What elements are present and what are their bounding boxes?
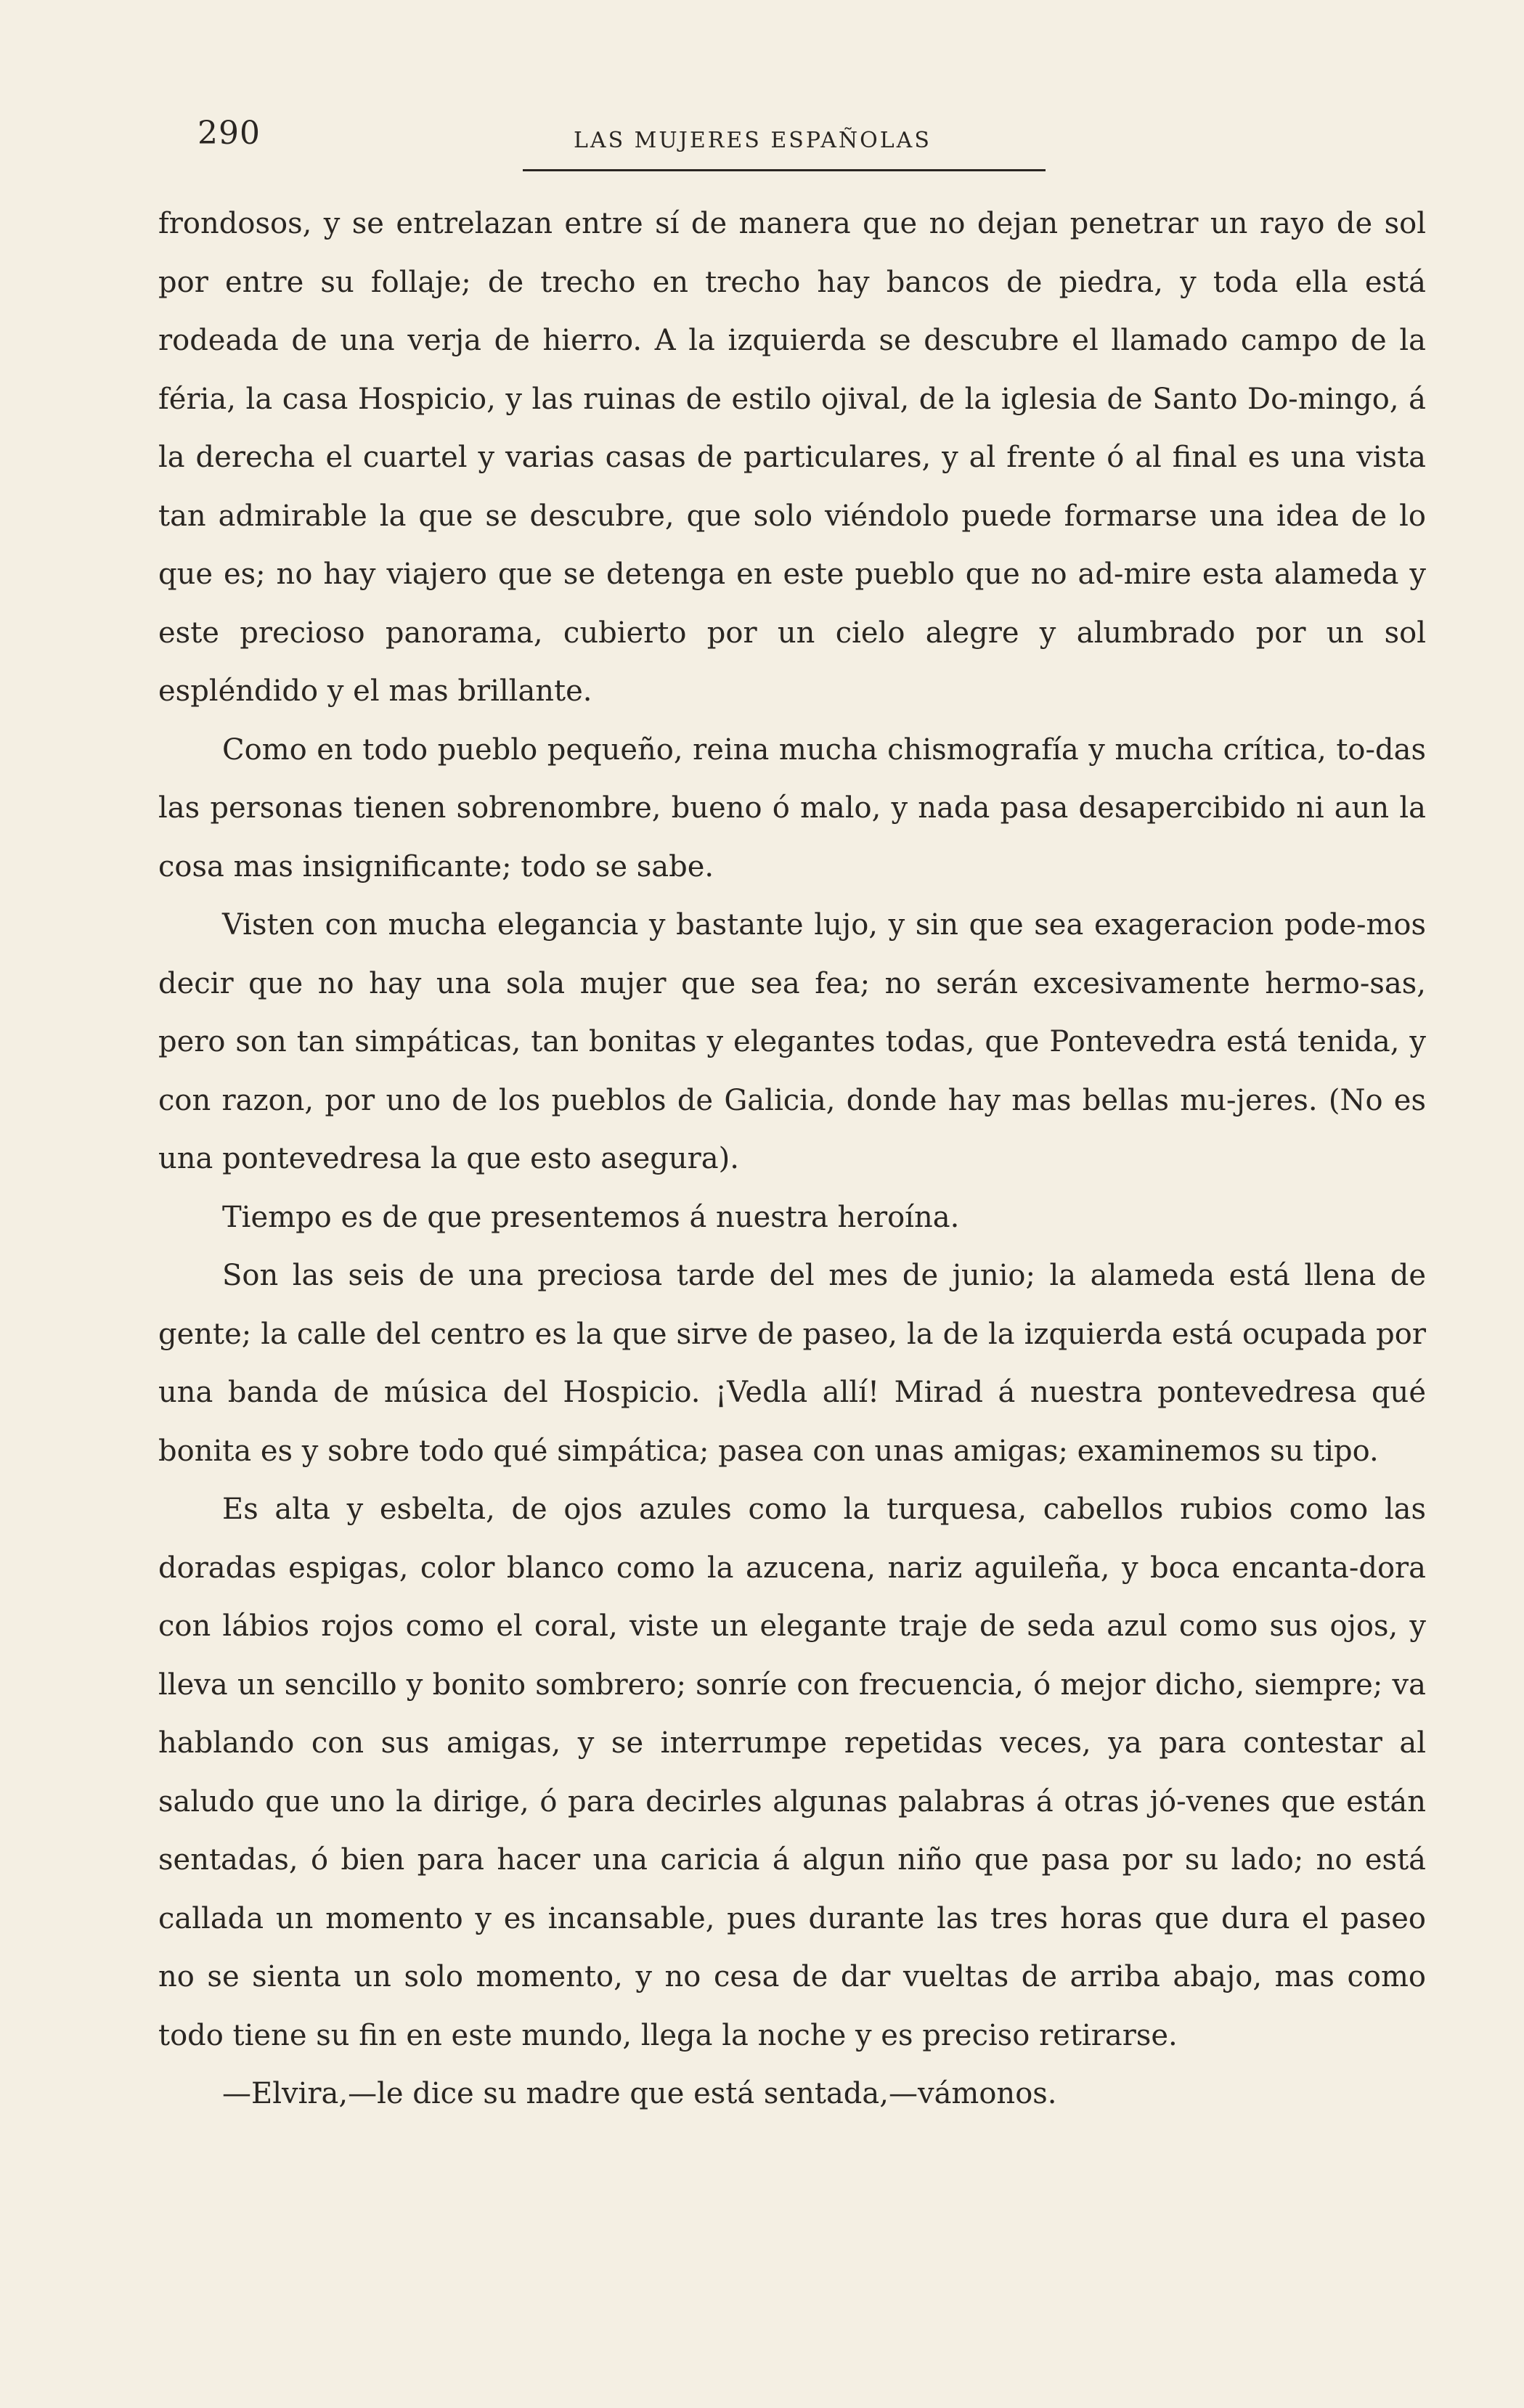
body-text bbox=[158, 195, 1426, 2123]
header-rule bbox=[523, 169, 1046, 171]
page-number: 290 bbox=[197, 115, 261, 152]
paragraph-5: Son las seis de una preciosa tarde del mes de junio; la alameda está llena de gente; la calle del centro es la que sirve de paseo, la de la izquierda está ocupada por una banda de música del Hospicio. ¡Vedla allí! Mirad á nuestra pontevedresa qué bonita es y sobre todo qué simpática; pasea con unas amigas; examinemos su tipo. bbox=[158, 1259, 1426, 1468]
paragraph-2: Como en todo pueblo pequeño, reina mucha chismografía y mucha crítica, to-das las personas tienen sobrenombre, bueno ó malo, y nada pasa desapercibido ni aun la cosa mas insignificante; todo se sabe. bbox=[158, 732, 1426, 883]
paragraph-1: frondosos, y se entrelazan entre sí de manera que no dejan penetrar un rayo de sol por entre su follaje; de trecho en trecho hay bancos de piedra, y toda ella está rodeada de una verja de hierro. A la izquierda se descubre el llamado campo de la féria, la casa Hospicio, y las ruinas de estilo ojival, de la iglesia de Santo Do-mingo, á la derecha el cuartel y varias casas de particulares, y al frente ó al final es una vista tan admirable la que se descubre, que solo viéndolo puede formarse una idea de lo que es; no hay viajero que se detenga en este pueblo que no ad-mire esta alameda y este precioso panorama, cubierto por un cielo alegre y alumbrado por un sol espléndido y el mas brillante. bbox=[158, 207, 1426, 708]
paragraph-3: Visten con mucha elegancia y bastante lujo, y sin que sea exageracion pode-mos decir que no hay una sola mujer que sea fea; no serán excesivamente hermo-sas, pero son tan simpáticas, tan bonitas y elegantes todas, que Pontevedra está tenida, y con razon, por uno de los pueblos de Galicia, donde hay mas bellas mu-jeres. (No es una pontevedresa la que esto asegura). bbox=[158, 908, 1426, 1175]
paragraph-6: Es alta y esbelta, de ojos azules como la turquesa, cabellos rubios como las doradas espigas, color blanco como la azucena, nariz aguileña, y boca encanta-dora con lábios rojos como el coral, viste un elegante traje de seda azul como sus ojos, y lleva un sencillo y bonito sombrero; sonríe con frecuencia, ó mejor dicho, siempre; va hablando con sus amigas, y se interrumpe repetidas veces, ya para contestar al saludo que uno la dirige, ó para decirles algunas palabras á otras jó-venes que están sentadas, ó bien para hacer una caricia á algun niño que pasa por su lado; no está callada un momento y es incansable, pues durante las tres horas que dura el paseo no se sienta un solo momento, y no cesa de dar vueltas de arriba abajo, mas como todo tiene su fin en este mundo, llega la noche y es preciso retirarse. bbox=[158, 1493, 1426, 2052]
paragraph-7: —Elvira,—le dice su madre que está sentada,—vámonos. bbox=[222, 2077, 1057, 2110]
paragraph-4: Tiempo es de que presentemos á nuestra heroína. bbox=[222, 1200, 960, 1234]
running-head: LAS MUJERES ESPAÑOLAS bbox=[574, 128, 932, 153]
